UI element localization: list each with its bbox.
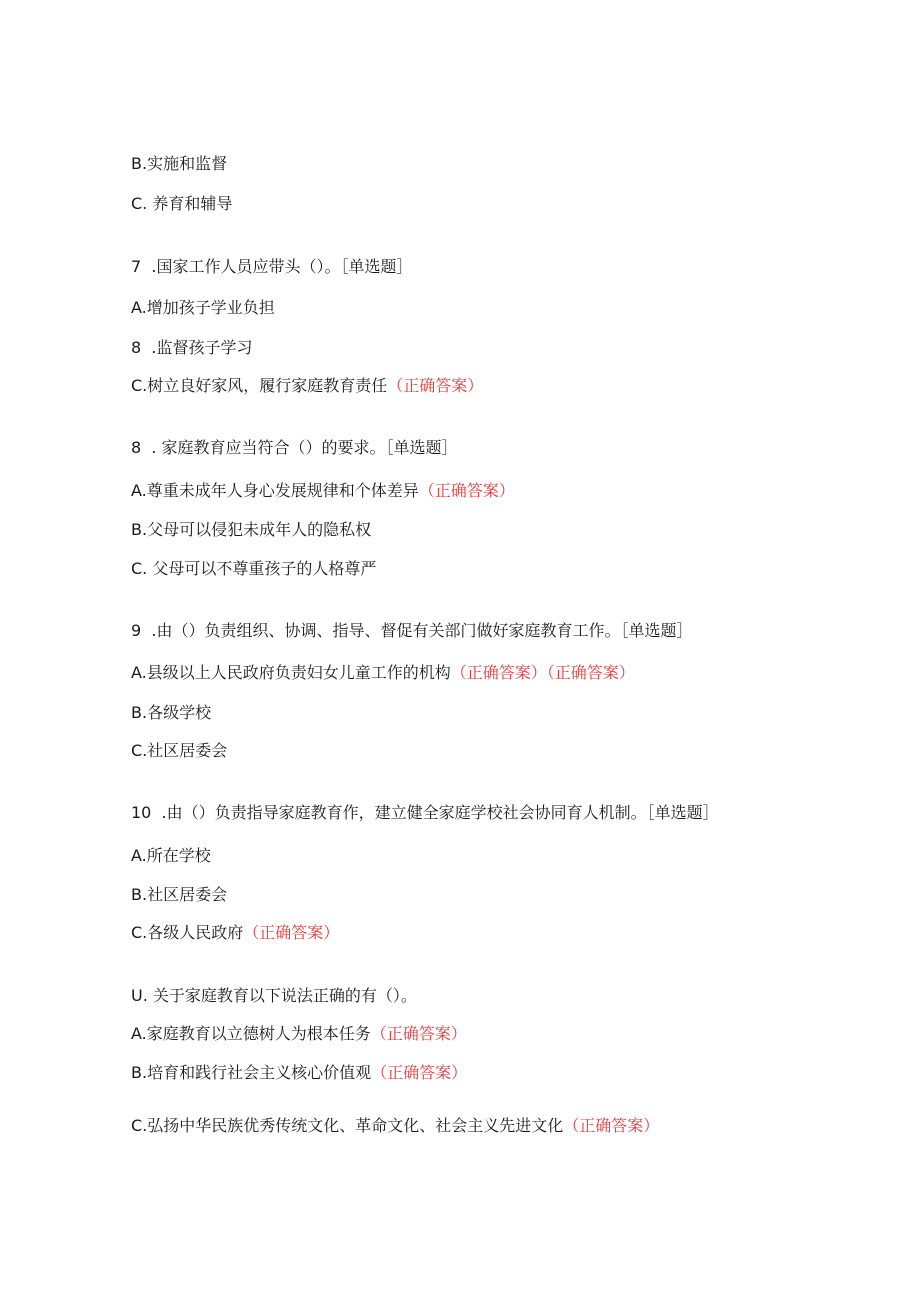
option-line: B.社区居委会 — [131, 885, 228, 904]
correct-answer-tag: （正确答案） — [371, 1063, 468, 1082]
option-line: C. 父母可以不尊重孩子的人格尊严 — [131, 559, 377, 578]
option-line: C. 养育和辅导 — [131, 194, 233, 213]
question-line: 7 .国家工作人员应带头（）。［单选题］ — [131, 257, 413, 276]
option-line: C.各级人民政府（正确答案） — [131, 923, 340, 942]
question-line: 10 .由（）负责指导家庭教育作，建立健全家庭学校社会协同育人机制。［单选题］ — [131, 803, 719, 822]
correct-answer-tag: （正确答案） — [546, 663, 635, 682]
correct-answer-tag: （正确答案） — [387, 376, 484, 395]
option-line: A.增加孩子学业负担 — [131, 298, 275, 317]
option-line: A.尊重未成年人身心发展规律和个体差异（正确答案） — [131, 481, 515, 500]
option-line: B.各级学校 — [131, 703, 212, 722]
option-line: C.弘扬中华民族优秀传统文化、革命文化、社会主义先进文化（正确答案） — [131, 1116, 660, 1135]
correct-answer-tag: （正确答案） — [450, 663, 547, 682]
option-line: C.社区居委会 — [131, 741, 228, 760]
option-line: A.所在学校 — [131, 846, 211, 865]
option-line: B.培育和践行社会主义核心价值观（正确答案） — [131, 1063, 468, 1082]
correct-answer-tag: （正确答案） — [418, 481, 515, 500]
option-line: A.家庭教育以立德树人为根本任务（正确答案） — [131, 1024, 467, 1043]
question-line: 9 .由（）负责组织、协调、指导、督促有关部门做好家庭教育工作。［单选题］ — [131, 621, 693, 640]
correct-answer-tag: （正确答案） — [243, 923, 340, 942]
correct-answer-tag: （正确答案） — [370, 1024, 467, 1043]
option-line: C.树立良好家风，履行家庭教育责任（正确答案） — [131, 376, 484, 395]
correct-answer-tag: （正确答案） — [563, 1116, 660, 1135]
option-line: A.县级以上人民政府负责妇女儿童工作的机构（正确答案）（正确答案） — [131, 663, 635, 682]
option-line: B.父母可以侵犯未成年人的隐私权 — [131, 520, 372, 539]
option-line: 8 .监督孩子学习 — [131, 338, 253, 357]
question-line: U. 关于家庭教育以下说法正确的有（）。 — [131, 986, 417, 1005]
question-line: 8 . 家庭教育应当符合（）的要求。［单选题］ — [131, 438, 458, 457]
option-line: B.实施和监督 — [131, 154, 228, 173]
